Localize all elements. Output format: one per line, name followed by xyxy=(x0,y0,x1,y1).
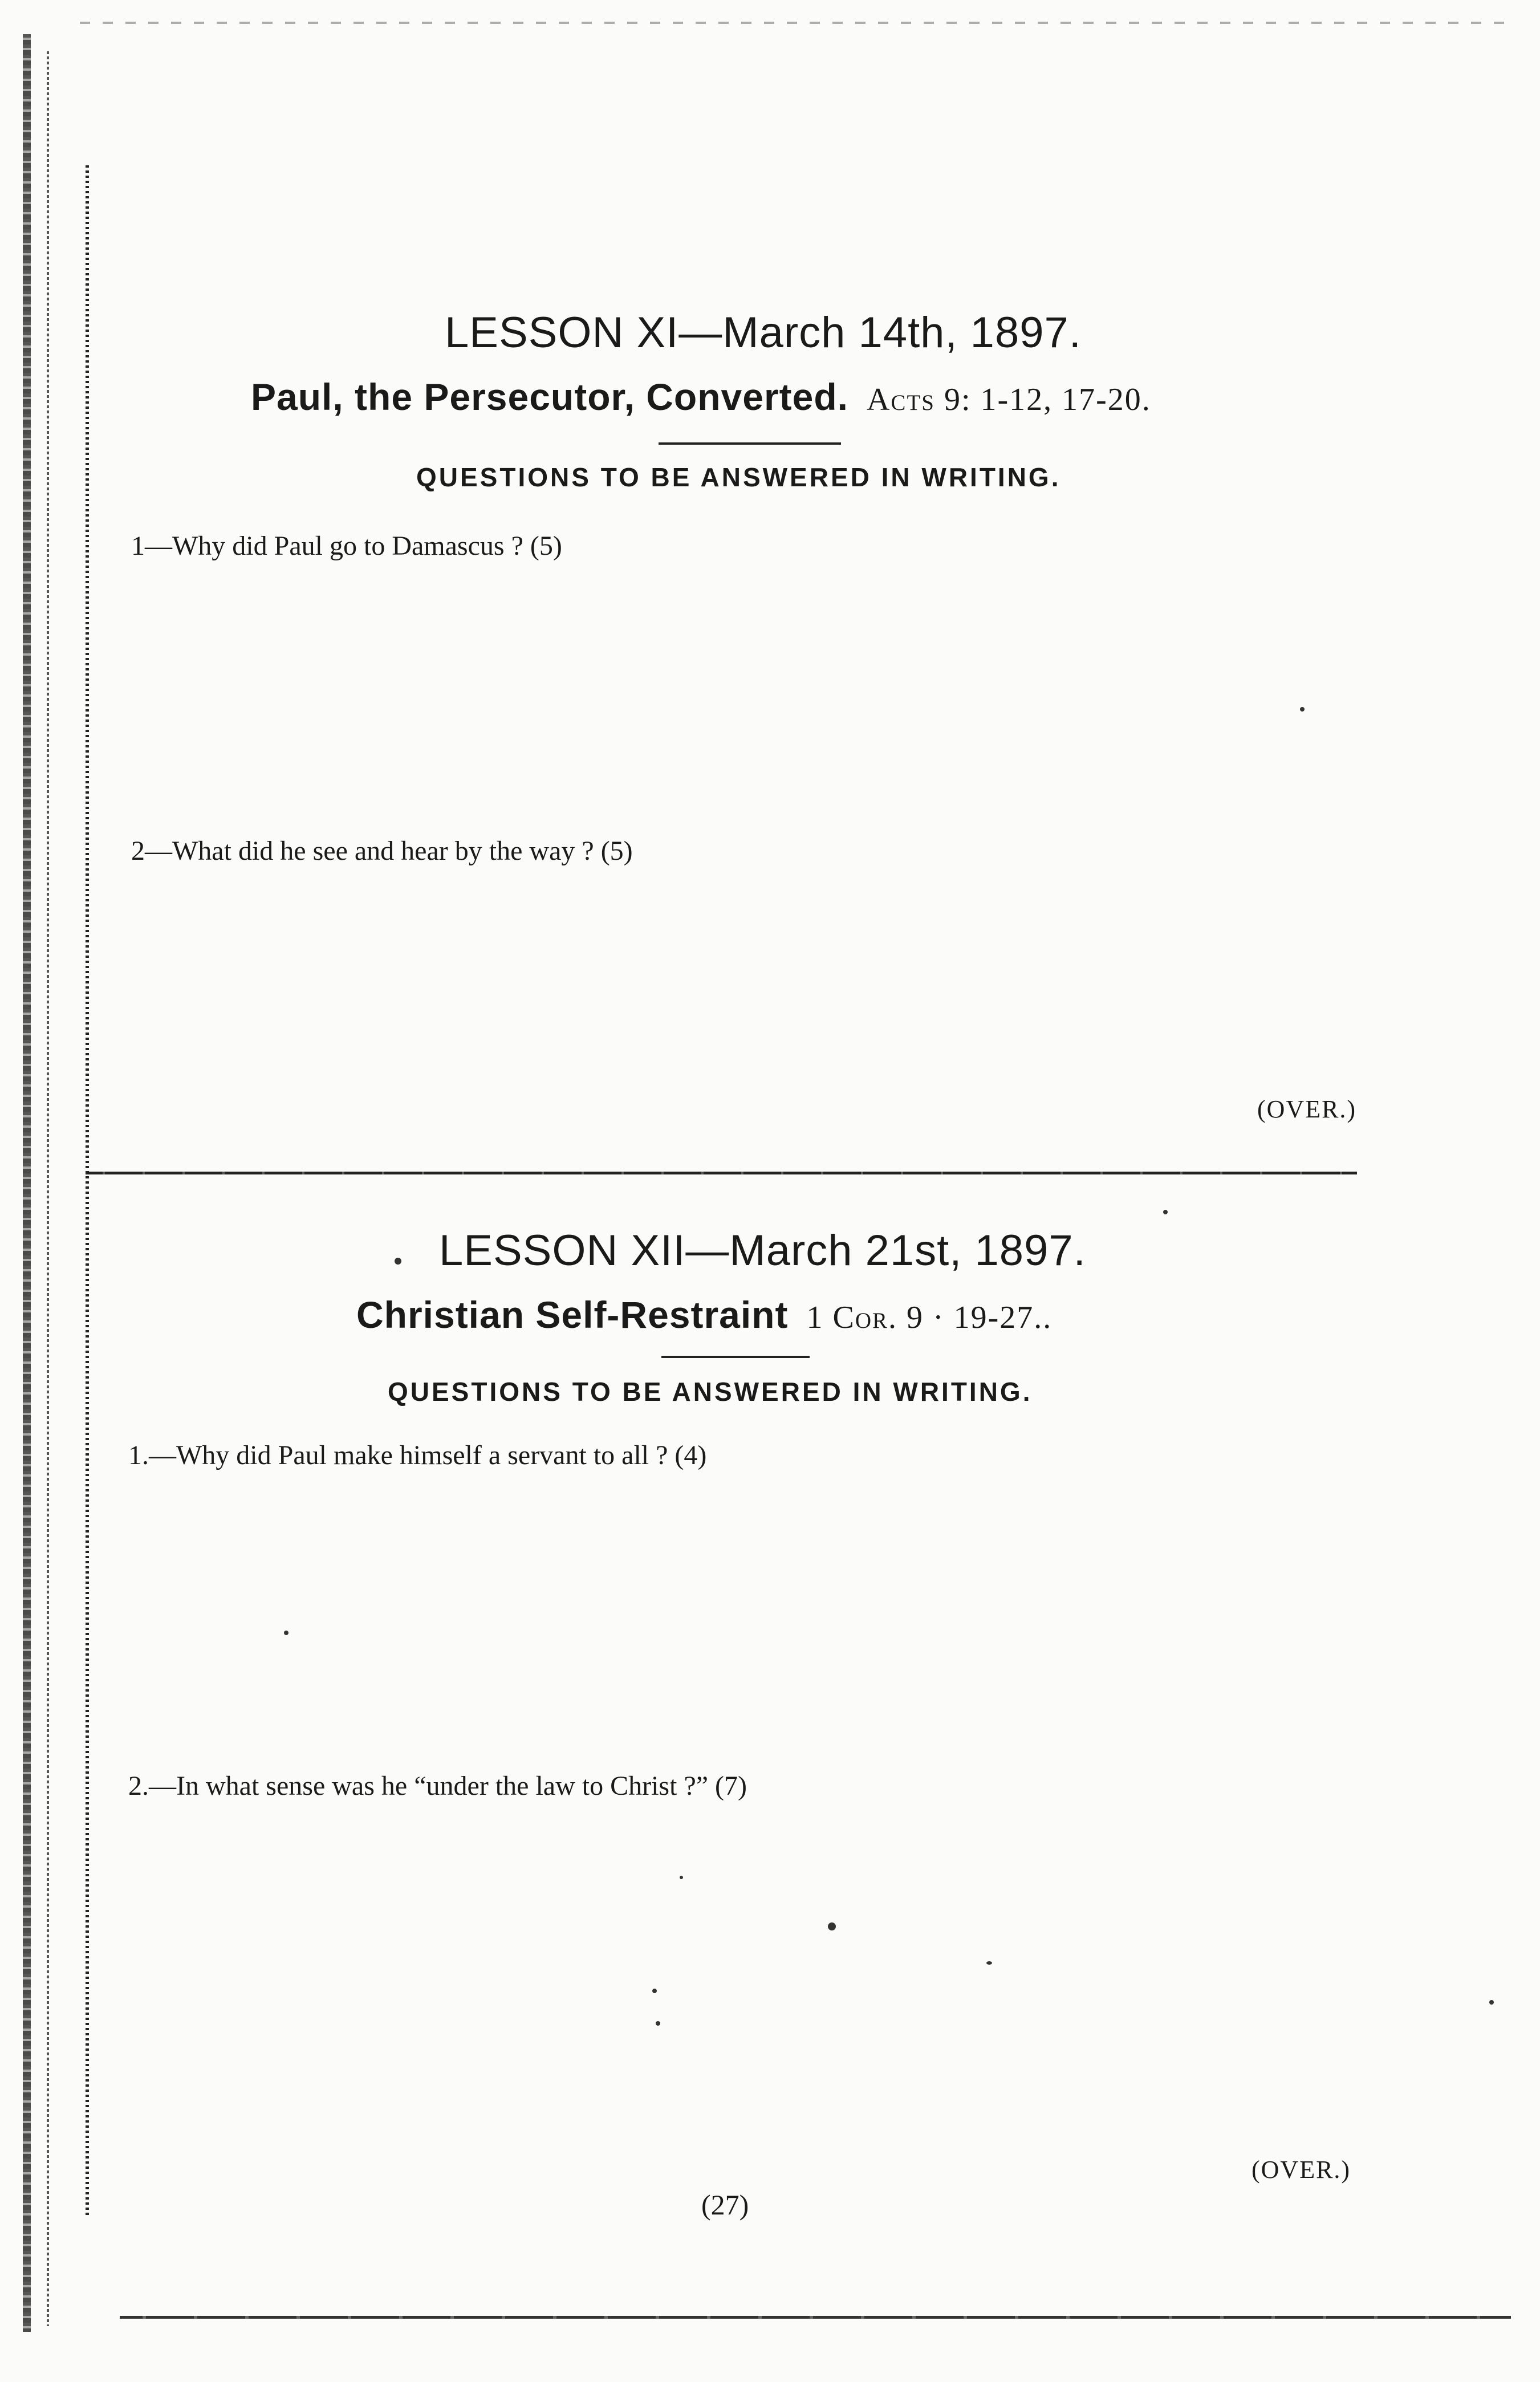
lesson-divider xyxy=(86,1172,1357,1174)
instructions-heading: QUESTIONS TO BE ANSWERED IN WRITING. xyxy=(416,462,1061,492)
question-1: 1—Why did Paul go to Damascus ? (5) xyxy=(131,531,562,561)
scan-speck xyxy=(828,1922,836,1930)
lesson-subheading xyxy=(251,375,1151,418)
bottom-edge-rule xyxy=(120,2316,1511,2319)
lesson-subheading xyxy=(356,1293,1052,1336)
lesson-heading: LESSON XII—March 21st, 1897. xyxy=(439,1226,1086,1275)
scan-speck xyxy=(986,1961,992,1965)
scan-speck xyxy=(284,1631,289,1635)
over-marker: (OVER.) xyxy=(1251,2156,1351,2184)
lesson-title: Paul, the Persecutor, Converted. xyxy=(251,376,848,418)
instructions-heading: QUESTIONS TO BE ANSWERED IN WRITING. xyxy=(388,1377,1033,1407)
top-edge-marks xyxy=(80,22,1505,24)
heading-rule xyxy=(659,442,841,445)
scan-speck xyxy=(1489,2000,1494,2005)
lesson-heading: LESSON XI—March 14th, 1897. xyxy=(445,308,1082,357)
perforated-margin-rule xyxy=(86,165,89,2218)
question-1: 1.—Why did Paul make himself a servant to all ? (4) xyxy=(128,1440,707,1470)
scripture-reference: 1 Cor. 9 · 19-27.. xyxy=(806,1300,1053,1335)
question-2: 2—What did he see and hear by the way ? (5) xyxy=(131,836,633,866)
page-number: (27) xyxy=(701,2189,749,2221)
bullet-dot xyxy=(395,1258,401,1265)
question-2: 2.—In what sense was he “under the law to Christ ?” (7) xyxy=(128,1771,747,1801)
over-marker: (OVER.) xyxy=(1257,1095,1357,1123)
heading-rule xyxy=(661,1356,810,1358)
page-binding-edge xyxy=(23,34,31,2332)
scan-speck xyxy=(652,1989,657,1993)
scan-speck xyxy=(680,1876,683,1879)
scan-speck xyxy=(656,2021,660,2026)
lesson-title: Christian Self-Restraint xyxy=(356,1294,789,1336)
scripture-reference: Acts 9: 1-12, 17-20. xyxy=(866,382,1151,417)
scan-speck xyxy=(1300,707,1305,712)
page-binding-edge-inner xyxy=(47,51,49,2326)
scan-speck xyxy=(1163,1210,1168,1214)
